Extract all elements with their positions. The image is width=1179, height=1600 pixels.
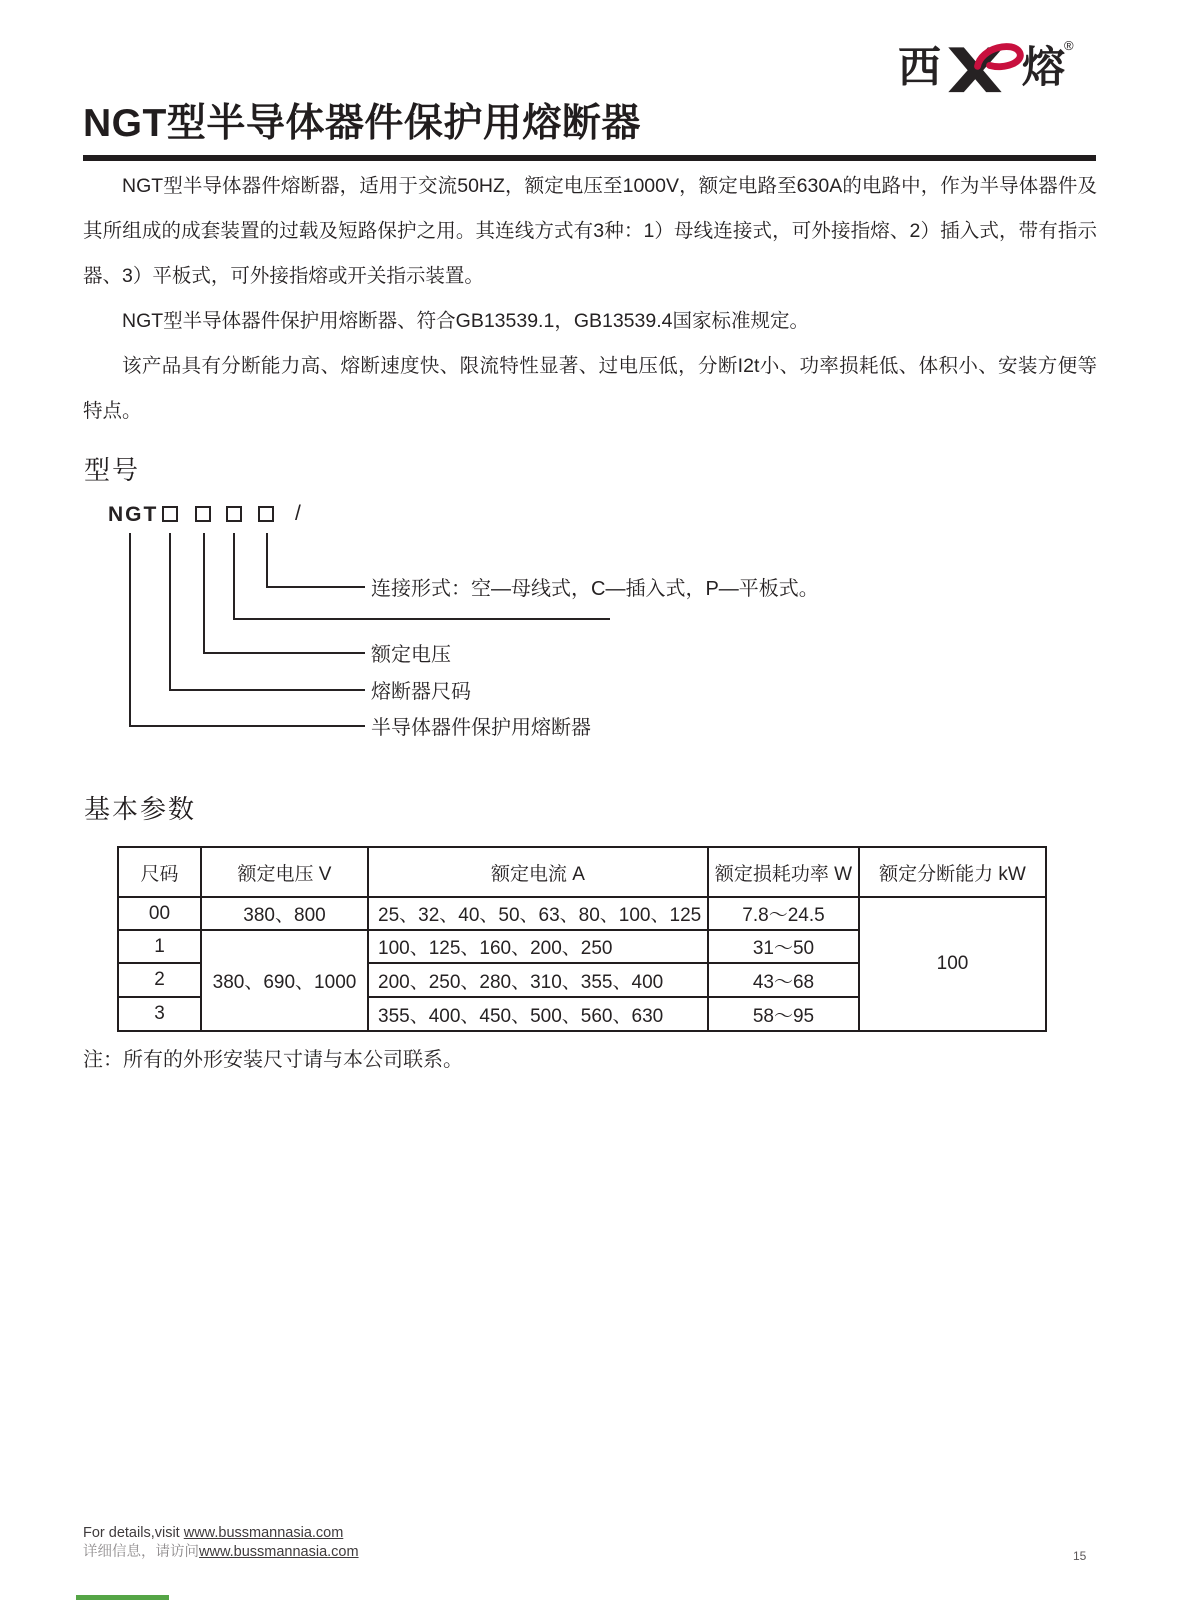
footer-cn-text: 详细信息，请访问 <box>83 1544 199 1560</box>
cell-size: 2 <box>118 963 201 997</box>
branch-line-voltage-2 <box>233 618 610 620</box>
label-rated-voltage: 额定电压 <box>371 644 451 666</box>
cell-voltage: 380、800 <box>201 897 368 930</box>
label-fuse-size: 熔断器尺码 <box>371 681 471 703</box>
cell-current: 100、125、160、200、250 <box>368 930 708 963</box>
leader-line-voltage-2 <box>233 533 235 620</box>
table-note: 注：所有的外形安装尺寸请与本公司联系。 <box>83 1049 463 1071</box>
cell-breaking-capacity: 100 <box>859 897 1046 1031</box>
cell-size: 1 <box>118 930 201 963</box>
branch-line-connection <box>266 586 365 588</box>
header-breaking: 额定分断能力 kW <box>859 847 1046 897</box>
model-code-slash: / <box>295 502 301 525</box>
page-number: 15 <box>1073 1549 1087 1563</box>
header-voltage: 额定电压 V <box>201 847 368 897</box>
logo-char-left: 西 <box>898 43 940 92</box>
intro-paragraph-1: NGT型半导体器件熔断器，适用于交流50HZ，额定电压至1000V，额定电路至630A的电路中，作为半导体器件及其所组成的成套装置的过载及短路保护之用。其连线方式有3种：1）母线连接式，可外接指熔、2）插入式，带有指示器、3）平板式，可外接指熔或开关指示装置。 <box>83 175 1097 287</box>
cell-current: 200、250、280、310、355、400 <box>368 963 708 997</box>
label-connection-type: 连接形式：空—母线式，C—插入式，P—平板式。 <box>371 578 819 600</box>
header-size: 尺码 <box>118 847 201 897</box>
brand-logo <box>898 36 1088 100</box>
header-power: 额定损耗功率 W <box>708 847 859 897</box>
cell-size: 3 <box>118 997 201 1031</box>
footer-en-link[interactable]: www.bussmannasia.com <box>183 1525 344 1541</box>
model-code-box-3 <box>226 506 242 522</box>
cell-power: 58～95 <box>708 997 859 1031</box>
basic-params-table <box>117 846 1047 1032</box>
model-code-box-1 <box>162 506 178 522</box>
cell-size: 00 <box>118 897 201 930</box>
intro-section <box>83 164 1097 434</box>
model-number-diagram <box>83 500 1097 750</box>
intro-paragraph-3: 该产品具有分断能力高、熔断速度快、限流特性显著、过电压低，分断I2t小、功率损耗低、体积小、安装方便等特点。 <box>83 355 1097 422</box>
logo-xr-mark-icon <box>940 37 1022 99</box>
leader-line-product <box>129 533 131 727</box>
cell-power: 43～68 <box>708 963 859 997</box>
page-footer <box>83 1524 359 1562</box>
cell-current: 355、400、450、500、560、630 <box>368 997 708 1031</box>
leader-line-connection <box>266 533 268 588</box>
cell-current: 25、32、40、50、63、80、100、125 <box>368 897 708 930</box>
model-code-box-4 <box>258 506 274 522</box>
title-block <box>83 92 1096 161</box>
page-edge-green-bar <box>76 1595 169 1600</box>
label-product-name: 半导体器件保护用熔断器 <box>371 717 591 739</box>
leader-line-voltage <box>203 533 205 654</box>
footer-en-text: For details,visit <box>83 1525 184 1541</box>
table-header-row <box>118 847 1046 897</box>
cell-power: 31～50 <box>708 930 859 963</box>
cell-voltage-merged: 380、690、1000 <box>201 930 368 1031</box>
footer-cn-link[interactable]: www.bussmannasia.com <box>199 1544 359 1560</box>
model-code-prefix: NGT <box>108 503 159 526</box>
page-title: NGT型半导体器件保护用熔断器 <box>83 102 641 145</box>
table-row <box>118 897 1046 930</box>
model-code-box-2 <box>195 506 211 522</box>
cell-power: 7.8～24.5 <box>708 897 859 930</box>
header-current: 额定电流 A <box>368 847 708 897</box>
leader-line-size <box>169 533 171 691</box>
branch-line-product <box>129 725 365 727</box>
branch-line-voltage <box>203 652 365 654</box>
model-section-heading: 型号 <box>84 455 141 485</box>
branch-line-size <box>169 689 365 691</box>
registered-mark: ® <box>1064 38 1074 53</box>
params-section-heading: 基本参数 <box>84 794 197 824</box>
title-divider <box>83 155 1096 161</box>
intro-paragraph-2: NGT型半导体器件保护用熔断器、符合GB13539.1，GB13539.4国家标准规定。 <box>122 310 809 332</box>
logo-char-right: 熔 <box>1022 43 1064 92</box>
